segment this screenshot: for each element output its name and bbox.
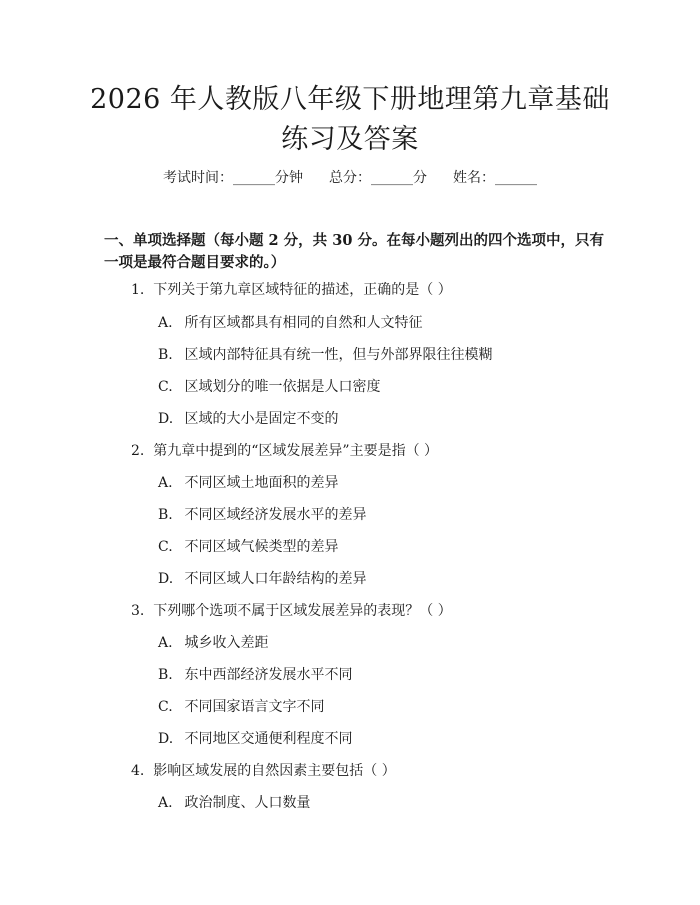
exam-time-label: 考试时间：______分钟 bbox=[163, 170, 303, 186]
option-label: A. bbox=[158, 475, 173, 491]
option-text: 东中西部经济发展水平不同 bbox=[184, 667, 353, 683]
option-label: B. bbox=[158, 667, 173, 683]
option-text: 区域划分的唯一依据是人口密度 bbox=[184, 379, 381, 395]
option-text: 不同国家语言文字不同 bbox=[184, 699, 325, 715]
option-label: D. bbox=[158, 731, 174, 747]
question-option bbox=[158, 729, 352, 749]
question-stem bbox=[131, 601, 452, 621]
question-stem bbox=[131, 761, 396, 781]
question-text: 下列哪个选项不属于区域发展差异的表现？（ ） bbox=[153, 603, 452, 619]
question-text: 下列关于第九章区域特征的描述，正确的是（ ） bbox=[153, 282, 452, 298]
option-label: A. bbox=[158, 635, 173, 651]
student-name-label: 姓名：______ bbox=[453, 170, 537, 186]
option-text: 区域内部特征具有统一性，但与外部界限往往模糊 bbox=[184, 347, 493, 363]
question-option bbox=[158, 793, 310, 813]
question-number: 1. bbox=[131, 282, 145, 298]
document-title: 2026 年人教版八年级下册地理第九章基础练习及答案 bbox=[90, 84, 610, 155]
exam-meta bbox=[0, 168, 700, 188]
option-text: 不同地区交通便利程度不同 bbox=[184, 731, 353, 747]
option-text: 不同区域经济发展水平的差异 bbox=[184, 507, 367, 523]
question-option bbox=[158, 665, 352, 685]
question-option bbox=[158, 633, 268, 653]
question-option bbox=[158, 569, 366, 589]
question-text: 影响区域发展的自然因素主要包括（ ） bbox=[153, 763, 396, 779]
option-text: 所有区域都具有相同的自然和人文特征 bbox=[184, 315, 423, 331]
question-option bbox=[158, 505, 366, 525]
option-text: 区域的大小是固定不变的 bbox=[184, 411, 339, 427]
option-text: 不同区域气候类型的差异 bbox=[184, 539, 339, 555]
question-option bbox=[158, 345, 492, 365]
option-label: A. bbox=[158, 795, 173, 811]
option-label: D. bbox=[158, 411, 174, 427]
total-score-label: 总分：______分 bbox=[329, 170, 427, 186]
option-label: B. bbox=[158, 507, 173, 523]
question-stem bbox=[131, 280, 452, 300]
option-text: 不同区域人口年龄结构的差异 bbox=[184, 571, 367, 587]
option-label: A. bbox=[158, 315, 173, 331]
question-option bbox=[158, 473, 338, 493]
question-text: 第九章中提到的“区域发展差异”主要是指（ ） bbox=[153, 443, 439, 459]
question-option bbox=[158, 377, 380, 397]
question-number: 4. bbox=[131, 763, 145, 779]
question-option bbox=[158, 537, 338, 557]
option-label: D. bbox=[158, 571, 174, 587]
option-label: C. bbox=[158, 539, 173, 555]
question-option bbox=[158, 409, 338, 429]
option-label: B. bbox=[158, 347, 173, 363]
option-text: 城乡收入差距 bbox=[184, 635, 269, 651]
option-label: C. bbox=[158, 379, 173, 395]
option-label: C. bbox=[158, 699, 173, 715]
question-option bbox=[158, 697, 324, 717]
question-stem bbox=[131, 441, 438, 461]
option-text: 政治制度、人口数量 bbox=[184, 795, 311, 811]
section-heading: 一、单项选择题（每小题 2 分，共 30 分。在每小题列出的四个选项中，只有一项是最符合题目要求的。） bbox=[104, 232, 604, 271]
option-text: 不同区域土地面积的差异 bbox=[184, 475, 339, 491]
question-number: 2. bbox=[131, 443, 145, 459]
question-number: 3. bbox=[131, 603, 145, 619]
question-option bbox=[158, 313, 422, 333]
